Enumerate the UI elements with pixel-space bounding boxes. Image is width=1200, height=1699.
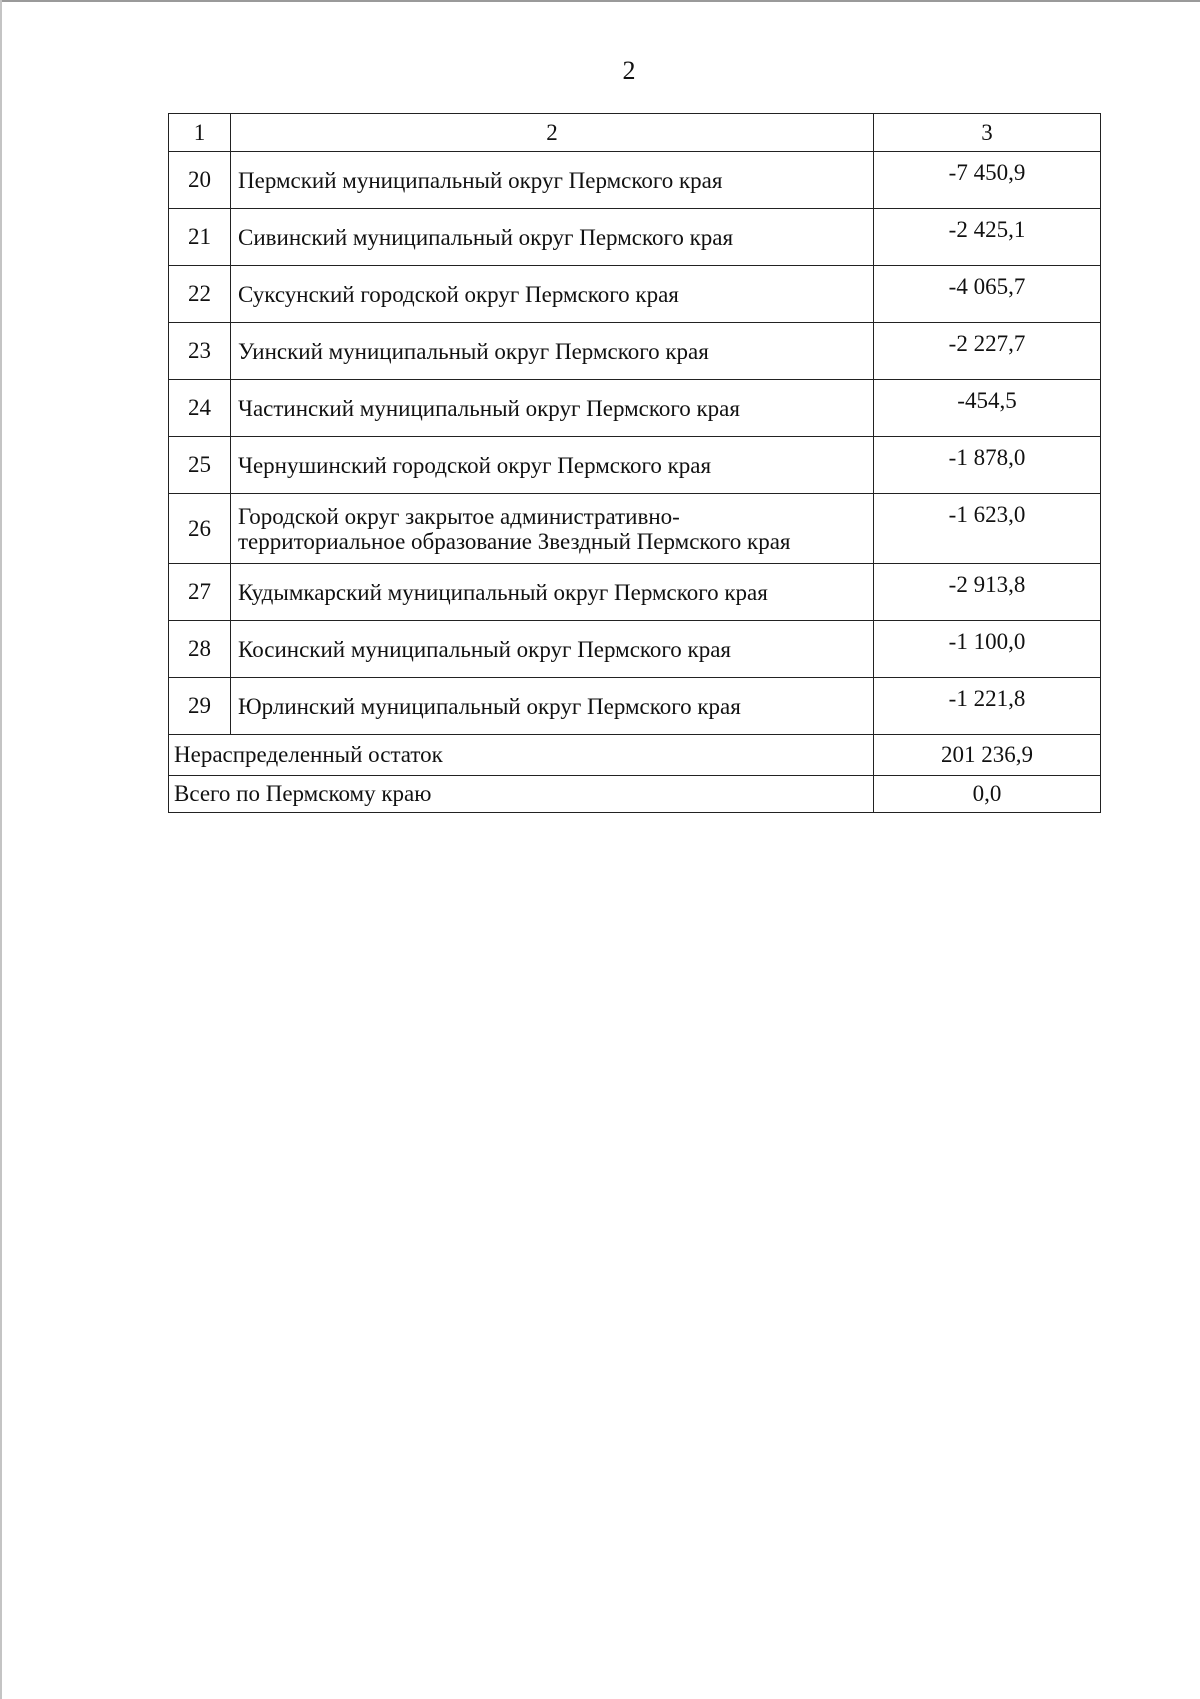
table-row (169, 678, 1101, 735)
row-value: -1 623,0 (874, 494, 1101, 564)
row-number: 24 (169, 380, 231, 437)
row-number: 29 (169, 678, 231, 735)
column-header-2: 2 (231, 114, 874, 152)
table-row (169, 380, 1101, 437)
table-row (169, 564, 1101, 621)
unallocated-label: Нераспределенный остаток (169, 735, 874, 776)
column-header-3: 3 (874, 114, 1101, 152)
municipality-name: Сивинский муниципальный округ Пермского края (231, 209, 874, 266)
municipality-name: Уинский муниципальный округ Пермского края (231, 323, 874, 380)
row-value: -1 221,8 (874, 678, 1101, 735)
municipality-name: Косинский муниципальный округ Пермского края (231, 621, 874, 678)
row-number: 20 (169, 152, 231, 209)
row-value: -1 100,0 (874, 621, 1101, 678)
table-row (169, 494, 1101, 564)
table-row (169, 266, 1101, 323)
row-value: -454,5 (874, 380, 1101, 437)
municipality-name: Юрлинский муниципальный округ Пермского края (231, 678, 874, 735)
municipality-name (231, 494, 874, 564)
row-number: 27 (169, 564, 231, 621)
municipality-name: Кудымкарский муниципальный округ Пермского края (231, 564, 874, 621)
table-row (169, 323, 1101, 380)
municipality-name: Пермский муниципальный округ Пермского края (231, 152, 874, 209)
row-number: 25 (169, 437, 231, 494)
page-edge-top (0, 0, 1200, 2)
budget-table (168, 113, 1101, 813)
row-number: 28 (169, 621, 231, 678)
row-value: -1 878,0 (874, 437, 1101, 494)
row-value: -2 425,1 (874, 209, 1101, 266)
total-label: Всего по Пермскому краю (169, 776, 874, 813)
row-value: -7 450,9 (874, 152, 1101, 209)
table-row (169, 209, 1101, 266)
table-row (169, 152, 1101, 209)
page-number: 2 (622, 56, 636, 85)
unallocated-row (169, 735, 1101, 776)
table-row (169, 621, 1101, 678)
row-value: -2 913,8 (874, 564, 1101, 621)
total-value: 0,0 (874, 776, 1101, 813)
row-value: -2 227,7 (874, 323, 1101, 380)
table-row (169, 437, 1101, 494)
total-row (169, 776, 1101, 813)
unallocated-value: 201 236,9 (874, 735, 1101, 776)
municipality-name: Чернушинский городской округ Пермского края (231, 437, 874, 494)
row-value: -4 065,7 (874, 266, 1101, 323)
row-number: 23 (169, 323, 231, 380)
row-number: 26 (169, 494, 231, 564)
municipality-name: Частинский муниципальный округ Пермского края (231, 380, 874, 437)
municipality-name-line-1: Городской округ закрытое административно- (238, 503, 680, 529)
table-header-row (169, 114, 1101, 152)
municipality-name: Суксунский городской округ Пермского края (231, 266, 874, 323)
row-number: 21 (169, 209, 231, 266)
column-header-1: 1 (169, 114, 231, 152)
row-number: 22 (169, 266, 231, 323)
municipality-name-line-2: территориальное образование Звездный Пермского края (238, 528, 791, 554)
page-edge-left (0, 0, 2, 1699)
